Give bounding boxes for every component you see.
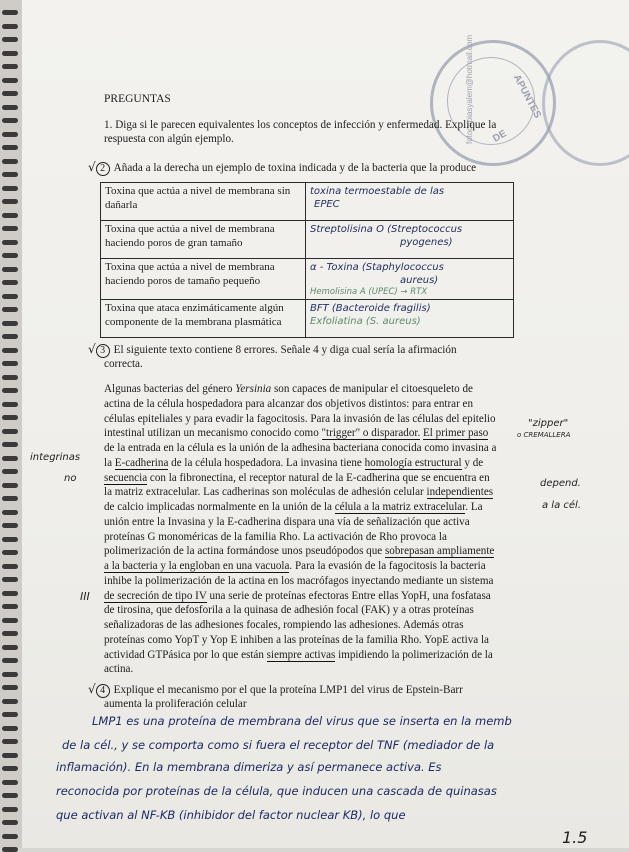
paragraph-line (104, 574, 534, 589)
binding-ring (2, 172, 18, 177)
paragraph-segment: impidiendo la polimerización de la (335, 648, 493, 661)
table-cell-answer: BFT (Bacteroide fragilis) Exfoliatina (S. aureus) (306, 300, 514, 338)
binding-ring (2, 64, 18, 69)
paragraph-line (104, 559, 534, 574)
paragraph-segment: siempre activas (266, 648, 336, 661)
paragraph-segment: homología estructural (364, 456, 462, 469)
paragraph-segment: la matriz extracelular. Las cadherinas son moléculas de adhesión celular (104, 486, 427, 499)
paragraph-segment: de la entrada en la célula es la unión de la adhesina bacteriana conocida como invasina a (104, 442, 497, 454)
binding-ring (2, 456, 18, 461)
binding-ring (2, 348, 18, 353)
binding-ring (2, 834, 18, 839)
binding-ring (2, 402, 18, 407)
paragraph-line (104, 471, 534, 486)
binding-ring (2, 807, 18, 812)
table-row (101, 259, 514, 300)
paragraph-segment: son capaces de manipular el citoesqueleto de (271, 383, 473, 395)
paragraph-segment: de calcio implicadas normalmente en la unión de la (104, 501, 335, 513)
paragraph-segment: sobrepasan ampliamente (384, 545, 495, 558)
paragraph-line (104, 648, 534, 663)
binding-ring (2, 321, 18, 326)
stamp-text-apuntes: APUNTES (510, 72, 543, 121)
paragraph-segment: a la bacteria y la engloban en una vacuola (104, 560, 290, 572)
stamp-text-email: fotocopiasyalem@hotmail.com (465, 34, 475, 145)
paragraph-segment: de secreción de tipo IV (104, 589, 207, 602)
binding-ring (2, 37, 18, 42)
table-cell-label: Toxina que actúa a nivel de membrana sin dañarla (101, 183, 306, 221)
binding-ring (2, 415, 18, 420)
paragraph-segment: inhibe la polimerización de la actina en los macrófagos inyectando mediante un sistema (104, 574, 494, 587)
paragraph-segment: . Para la evasión de la fagocitosis la bacteria (289, 560, 486, 572)
paragraph-line (104, 662, 534, 677)
binding-ring (2, 618, 18, 623)
binding-ring (2, 240, 18, 245)
paragraph-line (104, 544, 534, 559)
question-1-line-1: 1. Diga si le parecen equivalentes los conceptos de infección y enfermedad. Explique la (104, 119, 497, 131)
binding-ring (2, 132, 18, 137)
paragraph-line (104, 603, 534, 618)
paragraph-line (104, 485, 534, 500)
binding-ring (2, 334, 18, 339)
binding-ring (2, 213, 18, 218)
paragraph-line (104, 412, 534, 427)
binding-ring (2, 145, 18, 150)
question-number: 2 (96, 162, 110, 176)
paragraph-line (104, 530, 534, 545)
binding-ring (2, 294, 18, 299)
paragraph-segment: "trigger" o disparador. (321, 427, 421, 440)
question-2 (88, 160, 476, 176)
table-cell-answer: α - Toxina (Staphylococcus aureus) Hemolisina A (UPEC) → RTX (306, 259, 514, 300)
paragraph-segment: actividad GTPásica por lo que están (104, 648, 267, 661)
binding-ring (2, 577, 18, 582)
binding-ring (2, 199, 18, 204)
paragraph-segment: polimerización de la actina formándose unos pseudópodos que (104, 545, 385, 558)
binding-ring (2, 159, 18, 164)
paragraph-segment: la (104, 456, 115, 469)
paragraph-segment: Algunas bacterias del género (104, 383, 236, 395)
binding-ring (2, 91, 18, 96)
paragraph-segment: actina. (104, 663, 134, 676)
paragraph-segment: proteínas G monoméricas de la familia Rho. La activación de Rho provoca la (104, 530, 447, 543)
paragraph-segment: y de (461, 456, 484, 469)
paragraph-segment: Yersinia (235, 383, 272, 395)
binding-ring (2, 10, 18, 15)
paragraph-segment: intestinal utilizan un mecanismo conocido como (104, 427, 322, 440)
binding-ring (2, 253, 18, 258)
question-3-line-1: √ 3 El siguiente texto contiene 8 errores. Señale 4 y diga cual sería la afirmación (88, 342, 457, 356)
binding-ring (2, 469, 18, 474)
answer-line: inflamación). En la membrana dimeriza y así permanece activa. Es (56, 760, 442, 774)
binding-ring (2, 712, 18, 717)
table-cell-label: Toxina que ataca enzimáticamente algún componente de la membrana plasmática (101, 300, 306, 338)
annotation-iii: III (80, 590, 90, 603)
binding-ring (2, 78, 18, 83)
paragraph-segment: una serie de proteínas efectoras Entre ellas YopH, una fosfatasa (206, 589, 491, 602)
notebook-binding (0, 0, 22, 848)
paragraph-line (104, 382, 534, 397)
answer-line: reconocida por proteínas de la célula, que inducen una cascada de quinasas (56, 784, 497, 798)
paragraph-segment: actina de la célula hospedadora para alcanzar dos objetivos distintos: para entrar en (104, 397, 474, 410)
binding-ring (2, 699, 18, 704)
paragraph-line (104, 397, 534, 412)
paragraph-segment: con la fibronectina, el receptor natural de la E-cadherina que se encuentra en (147, 471, 490, 484)
binding-ring (2, 186, 18, 191)
table-cell-label: Toxina que actúa a nivel de membrana haciendo poros de tamaño pequeño (101, 259, 306, 300)
paragraph-segment: El primer paso (423, 427, 489, 440)
table-row (101, 183, 514, 221)
question-1-line-2: respuesta con algún ejemplo. (104, 133, 234, 145)
error-paragraph (104, 382, 534, 677)
table-row (101, 221, 514, 259)
question-number: 4 (96, 684, 110, 698)
question-4-line-2: aumenta la proliferación celular (104, 698, 247, 710)
binding-ring (2, 631, 18, 636)
binding-ring (2, 550, 18, 555)
binding-ring (2, 753, 18, 758)
binding-ring (2, 51, 18, 56)
binding-ring (2, 604, 18, 609)
binding-ring (2, 105, 18, 110)
annotation-no: no (64, 473, 77, 484)
question-number: 3 (96, 344, 110, 358)
table-cell-answer: Streptolisina O (Streptococcus pyogenes) (306, 221, 514, 259)
binding-ring (2, 658, 18, 663)
paragraph-segment: unión entre la Invasina y la E-cadherina dispara una vía de señalización que activa (104, 515, 470, 528)
question-3-line-2: correcta. (104, 358, 143, 370)
annotation-cremallera: o CREMALLERA (517, 431, 571, 439)
paragraph-segment: célula a la matriz extracelular (334, 501, 466, 513)
paragraph-segment: de tirosina, que defosforila a la quinasa de adhesión focal (FAK) y a otras proteínas (104, 604, 474, 617)
binding-ring (2, 564, 18, 569)
toxin-table (100, 182, 514, 338)
binding-ring (2, 429, 18, 434)
paragraph-line (104, 441, 534, 456)
paragraph-line (104, 500, 534, 515)
binding-ring (2, 375, 18, 380)
paragraph-segment: E-cadherina (114, 456, 169, 469)
binding-ring (2, 388, 18, 393)
binding-ring (2, 591, 18, 596)
binding-ring (2, 510, 18, 515)
binding-ring (2, 280, 18, 285)
paragraph-segment: secuencia (104, 471, 148, 484)
paragraph-segment: independientes (426, 486, 494, 499)
binding-ring (2, 496, 18, 501)
stamp-text-de: DE (491, 128, 509, 145)
annotation-cel-cel: a la cél. (542, 500, 581, 511)
paragraph-line (104, 456, 534, 471)
paragraph-line (104, 515, 534, 530)
annotation-depend: depend. (540, 478, 581, 489)
answer-line: LMP1 es una proteína de membrana del virus que se inserta en la memb (92, 714, 512, 728)
binding-ring (2, 645, 18, 650)
binding-ring (2, 766, 18, 771)
answer-line: que activan al NF-KB (inhibidor del factor nuclear KB), lo que (56, 808, 406, 822)
stamp-seal (430, 34, 556, 166)
exam-page (22, 0, 629, 848)
binding-ring (2, 685, 18, 690)
paragraph-line (104, 426, 534, 441)
binding-ring (2, 672, 18, 677)
paragraph-segment: señalizadoras de las adhesiones focales, rompiendo las adhesiones. Además otras (104, 619, 464, 631)
binding-ring (2, 307, 18, 312)
binding-ring (2, 523, 18, 528)
annotation-integrinas: integrinas (30, 452, 81, 463)
binding-ring (2, 820, 18, 825)
paragraph-line (104, 618, 534, 633)
paragraph-segment: . La (465, 501, 483, 513)
table-row (101, 300, 514, 338)
binding-ring (2, 361, 18, 366)
binding-ring (2, 24, 18, 29)
binding-ring (2, 442, 18, 447)
grade-mark: 1.5 (562, 828, 588, 847)
paragraph-segment: células epiteliales y para evadir la fagocitosis. Para la invasión de las células del epitelio (104, 412, 496, 425)
binding-ring (2, 226, 18, 231)
annotation-zipper: "zipper" (528, 418, 569, 429)
binding-ring (2, 483, 18, 488)
question-2-text: Añada a la derecha un ejemplo de toxina indicada y de la bacteria que la produce (113, 162, 477, 174)
binding-ring (2, 739, 18, 744)
check-mark: √ (88, 160, 96, 174)
binding-ring (2, 267, 18, 272)
paragraph-segment: proteínas como YopT y Yop E inhiben a las proteínas de la familia Rho. YopE activa la (104, 633, 489, 646)
stamp-seal-partial (542, 40, 629, 166)
binding-ring (2, 118, 18, 123)
binding-ring (2, 537, 18, 542)
table-cell-label: Toxina que actúa a nivel de membrana haciendo poros de gran tamaño (101, 221, 306, 259)
question-4-line-1: √ 4 Explique el mecanismo por el que la proteína LMP1 del virus de Epstein-Barr (88, 682, 463, 696)
answer-line: de la cél., y se comporta como si fuera el receptor del TNF (mediador de la (62, 738, 495, 752)
table-cell-answer: toxina termoestable de las EPEC (306, 183, 514, 221)
check-mark: √ (88, 342, 96, 356)
paragraph-line (104, 589, 534, 604)
check-mark: √ (88, 682, 96, 696)
page-heading: PREGUNTAS (104, 93, 171, 105)
paragraph-line (104, 633, 534, 648)
binding-ring (2, 726, 18, 731)
binding-ring (2, 793, 18, 798)
paragraph-segment: de la célula hospedadora. La invasina tiene (168, 456, 365, 469)
binding-ring (2, 780, 18, 785)
